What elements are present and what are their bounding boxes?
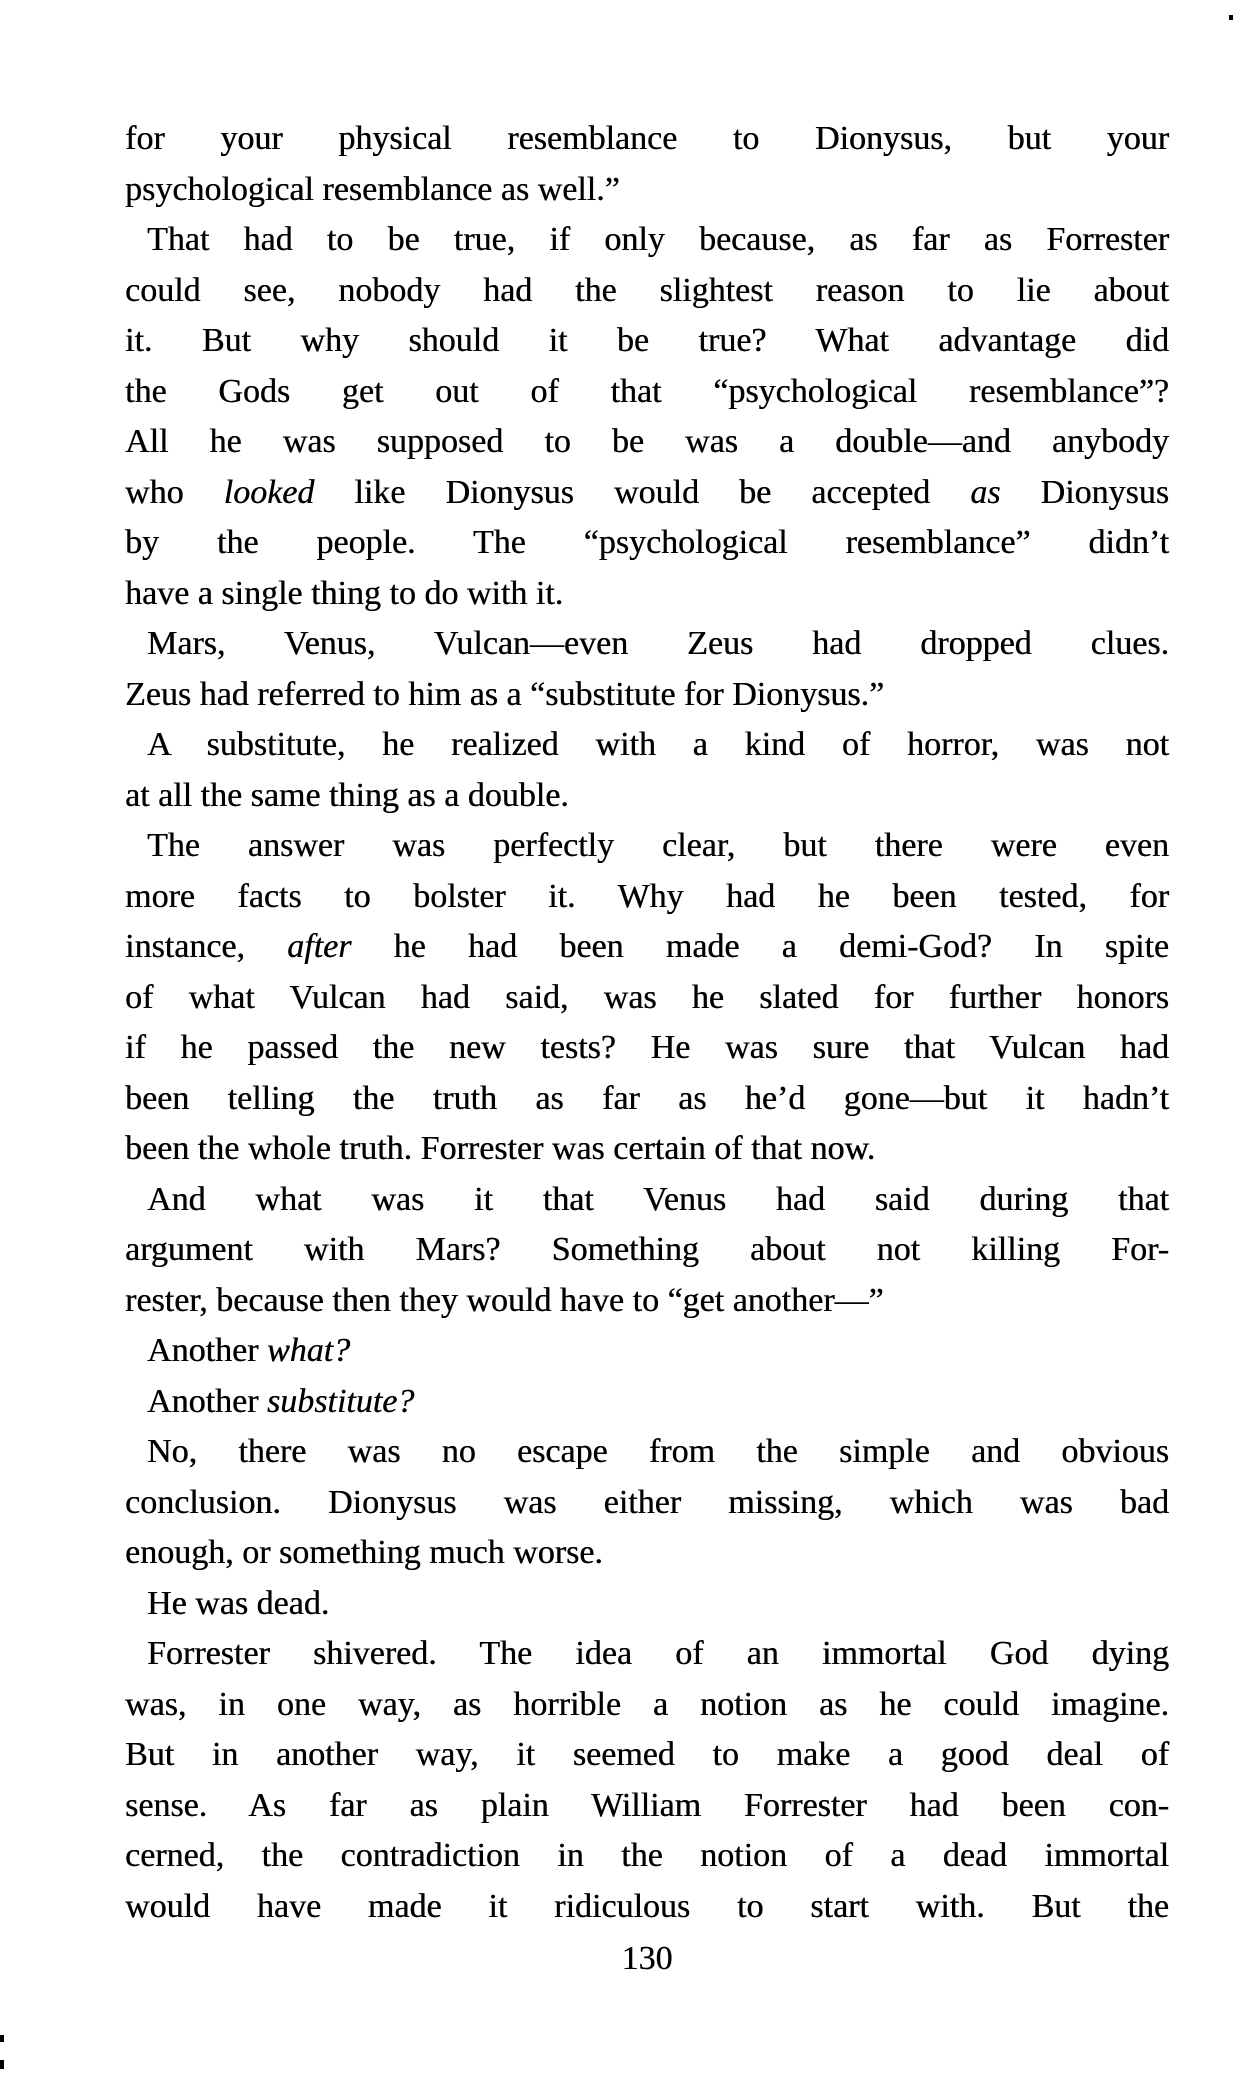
text-segment: Mars, Venus, Vulcan—even Zeus had dropped clues. [147,625,1169,662]
text-segment: argument with Mars? Something about not killing For- [125,1231,1169,1268]
text-segment: it. But why should it be true? What advantage did [125,322,1169,359]
text-segment: That had to be true, if only because, as far as Forrester [147,221,1169,258]
text-line [125,1478,1169,1529]
text-line [125,1781,1169,1832]
text-segment: Another [147,1382,267,1420]
text-line [125,720,1169,771]
text-line [125,771,1169,822]
text-segment: Dionysus [1000,473,1169,511]
text-segment: All he was supposed to be was a double—and anybody [125,423,1169,460]
text-line [125,1629,1169,1680]
text-segment: rester, because then they would have to “get another—” [125,1281,884,1319]
text-segment: like Dionysus would be accepted [314,473,971,511]
text-segment: A substitute, he realized with a kind of horror, was not [147,726,1169,763]
text-segment: No, there was no escape from the simple and obvious [147,1433,1169,1470]
text-line [125,1023,1169,1074]
text-segment: enough, or something much worse. [125,1534,603,1571]
text-segment: he had been made a demi-God? In spite [351,928,1169,965]
text-segment: would have made it ridiculous to start with. But the [125,1887,1169,1925]
body-text [125,114,1169,1932]
text-line [125,922,1169,973]
text-segment: by the people. The “psychological resemblance” didn’t [125,524,1169,561]
text-segment: have a single thing to do with it. [125,574,564,612]
text-line [125,165,1169,216]
text-line [125,1074,1169,1125]
text-segment: He was dead. [147,1584,330,1622]
text-line [125,973,1169,1024]
text-line [125,1225,1169,1276]
text-segment: could see, nobody had the slightest reason to lie about [125,271,1169,309]
italic-text-segment: as [970,473,1001,511]
text-segment: psychological resemblance as well.” [125,170,620,208]
text-segment: who [125,473,224,511]
text-line [125,266,1169,317]
page-number: 130 [621,1940,673,1977]
text-segment: Forrester shivered. The idea of an immortal God dying [147,1635,1169,1672]
text-segment: for your physical resemblance to Dionysus, but your [125,120,1169,157]
text-line [125,872,1169,923]
text-segment: of what Vulcan had said, was he slated for further honors [125,978,1169,1016]
text-line [125,1175,1169,1226]
text-line [125,367,1169,418]
text-segment: the Gods get out of that “psychological resemblance”? [125,372,1169,410]
italic-text-segment: substitute? [266,1382,415,1420]
text-segment: was, in one way, as horrible a notion as he could imagine. [125,1685,1169,1723]
text-line [125,1326,1169,1377]
text-segment: Zeus had referred to him as a “substitute for Dionysus.” [125,675,885,713]
text-segment: Another [147,1332,267,1369]
text-line [125,569,1169,620]
text-line [125,821,1169,872]
text-line [125,1124,1169,1175]
text-line [125,1528,1169,1579]
text-line [125,1730,1169,1781]
text-segment: instance, [125,928,288,965]
ink-speck-top-right [1229,15,1233,20]
ink-tick-left-edge-2 [0,2060,4,2069]
ink-tick-left-edge-1 [0,2035,4,2042]
text-segment: conclusion. Dionysus was either missing, which was bad [125,1483,1169,1521]
text-line [125,1427,1169,1478]
text-segment: cerned, the contradiction in the notion of a dead immortal [125,1837,1169,1874]
text-segment: But in another way, it seemed to make a good deal of [125,1736,1169,1773]
text-line [125,518,1169,569]
text-line [125,417,1169,468]
text-segment: at all the same thing as a double. [125,776,569,814]
text-segment: been telling the truth as far as he’d gone—but it hadn’t [125,1079,1169,1117]
text-segment: more facts to bolster it. Why had he been tested, for [125,877,1169,915]
text-segment: been the whole truth. Forrester was certain of that now. [125,1130,876,1167]
italic-text-segment: after [287,928,352,965]
text-line [125,619,1169,670]
text-segment: if he passed the new tests? He was sure that Vulcan had [125,1029,1169,1066]
text-line [125,1831,1169,1882]
text-line [125,1680,1169,1731]
text-segment: The answer was perfectly clear, but there were even [147,827,1169,864]
text-line [125,468,1169,519]
italic-text-segment: what? [266,1332,351,1369]
italic-text-segment: looked [223,473,315,511]
text-segment: And what was it that Venus had said during that [147,1180,1169,1218]
text-line [125,215,1169,266]
text-line [125,114,1169,165]
text-line [125,1579,1169,1630]
text-line [125,670,1169,721]
text-line [125,316,1169,367]
text-line [125,1276,1169,1327]
text-line [125,1377,1169,1428]
text-segment: sense. As far as plain William Forrester had been con- [125,1786,1169,1824]
text-line [125,1882,1169,1933]
